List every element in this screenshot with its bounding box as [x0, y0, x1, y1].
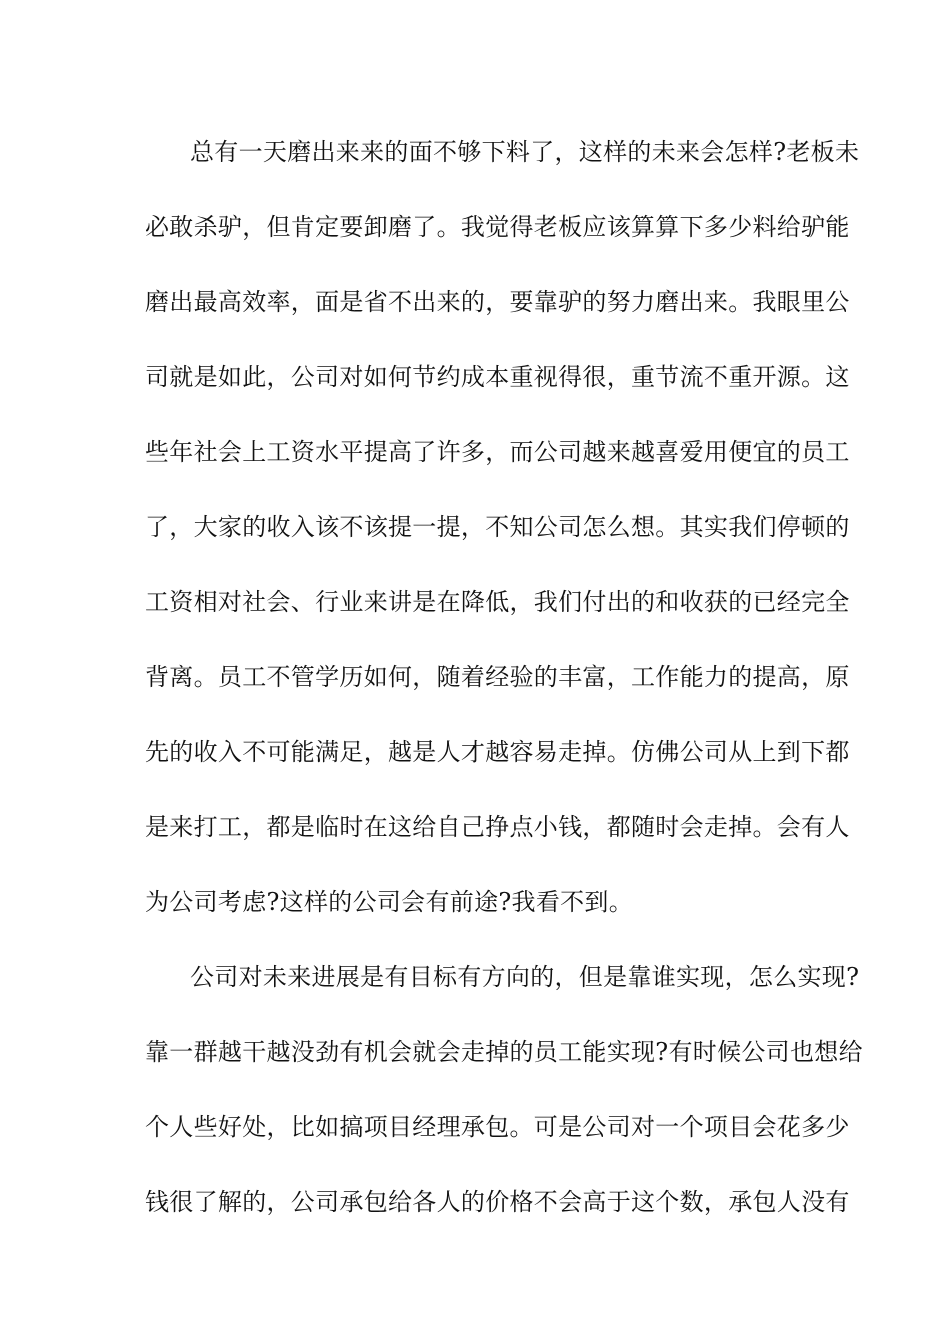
paragraph-1-line-6: 了，大家的收入该不该提一提，不知公司怎么想。其实我们停顿的 — [145, 513, 850, 541]
paragraph-1-line-7: 工资相对社会、行业来讲是在降低，我们付出的和收获的已经完全 — [145, 588, 850, 616]
paragraph-2-line-1: 公司对未来进展是有目标有方向的，但是靠谁实现，怎么实现? — [190, 963, 860, 991]
paragraph-1-line-1: 总有一天磨出来来的面不够下料了，这样的未来会怎样?老板未 — [190, 138, 860, 166]
paragraph-2-line-3: 个人些好处，比如搞项目经理承包。可是公司对一个项目会花多少 — [145, 1113, 850, 1141]
paragraph-1-line-4: 司就是如此，公司对如何节约成本重视得很，重节流不重开源。这 — [145, 363, 850, 391]
paragraph-1-line-11: 为公司考虑?这样的公司会有前途?我看不到。 — [145, 888, 634, 916]
paragraph-2-line-4: 钱很了解的，公司承包给各人的价格不会高于这个数，承包人没有 — [145, 1188, 850, 1216]
paragraph-2-line-2: 靠一群越干越没劲有机会就会走掉的员工能实现?有时候公司也想给 — [145, 1038, 863, 1066]
paragraph-1-line-8: 背离。员工不管学历如何，随着经验的丰富，工作能力的提高，原 — [145, 663, 850, 691]
paragraph-1-line-10: 是来打工，都是临时在这给自己挣点小钱，都随时会走掉。会有人 — [145, 813, 850, 841]
paragraph-1-line-5: 些年社会上工资水平提高了许多，而公司越来越喜爱用便宜的员工 — [145, 438, 850, 466]
paragraph-1-line-3: 磨出最高效率，面是省不出来的，要靠驴的努力磨出来。我眼里公 — [145, 288, 850, 316]
paragraph-1-line-9: 先的收入不可能满足，越是人才越容易走掉。仿佛公司从上到下都 — [145, 738, 850, 766]
paragraph-1-line-2: 必敢杀驴，但肯定要卸磨了。我觉得老板应该算算下多少料给驴能 — [145, 213, 850, 241]
